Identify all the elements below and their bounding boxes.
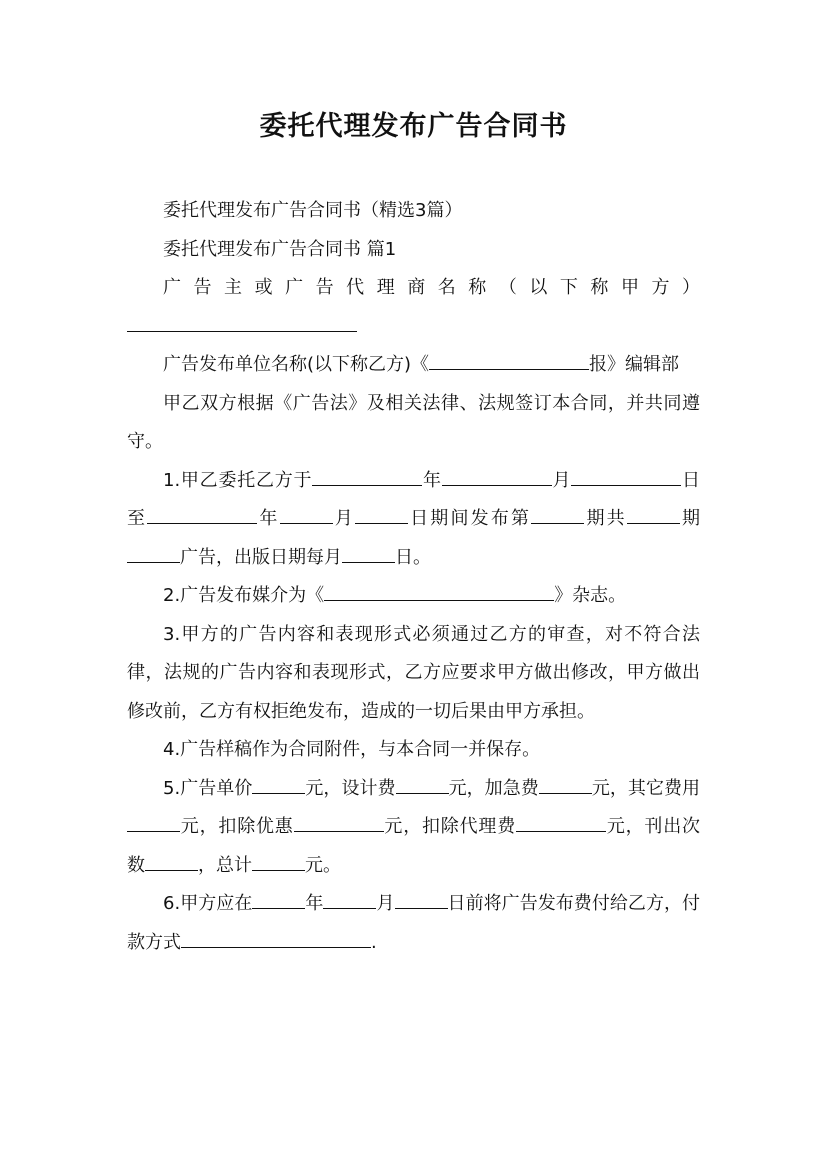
clause-5-text-h: ，总计 (198, 854, 252, 876)
clause-5-text-e: 元，扣除优惠 (180, 816, 294, 837)
clause-2-text-a: 2.广告发布媒介为《 (163, 585, 325, 606)
clause-6-text-a: 6.甲方应在 (163, 893, 253, 914)
clause-5-text-f: 元，扣除代理费 (383, 816, 517, 837)
party-b-suffix: 报》编辑部 (589, 354, 680, 375)
party-b-clause (127, 346, 700, 385)
party-a-label: 广告主或广告代理商名称（以下称甲方） (163, 277, 700, 298)
clause-4: 4.广告样稿作为合同附件，与本合同一并保存。 (163, 739, 541, 760)
agreement-paragraph: 甲乙双方根据《广告法》及相关法律、法规签订本合同，并共同遵守。 (127, 392, 700, 452)
blank-total (252, 851, 305, 871)
blank-issue-count (627, 504, 680, 524)
party-b-prefix: 广告发布单位名称(以下称乙方)《 (163, 354, 430, 375)
party-a-clause (127, 269, 700, 346)
clause-1-text-c: 月 (551, 469, 572, 491)
clause-3: 3.甲方的广告内容和表现形式必须通过乙方的审查，对不符合法律，法规的广告内容和表现形式，乙方应要求甲方做出修改，甲方做出修改前，乙方有权拒绝发布，造成的一切后果由甲方承担。 (127, 623, 700, 722)
clause-5-text-d: 元，其它费用 (591, 777, 701, 799)
blank-discount (294, 812, 384, 832)
party-b-paper-blank (429, 350, 589, 370)
blank-pay-month (323, 889, 376, 909)
blank-start-year (312, 466, 422, 486)
clause-1-text-a: 1.甲乙委托乙方于 (163, 469, 313, 491)
clause-1-text-g: 日期间发布第 (407, 508, 532, 529)
clause-1 (127, 462, 700, 578)
clause-1-text-k: 日。 (395, 546, 431, 568)
clause-1-text-f: 月 (332, 508, 355, 529)
blank-run-count (145, 851, 198, 871)
blank-ad-size (127, 543, 180, 563)
blank-agency-fee (516, 812, 606, 832)
blank-issue-no (531, 504, 584, 524)
blank-end-year (147, 504, 257, 524)
blank-other-fee (127, 812, 180, 832)
blank-design-fee (396, 774, 449, 794)
blank-start-month (442, 466, 552, 486)
blank-start-day (571, 466, 681, 486)
clause-5-text-b: 元，设计费 (305, 777, 396, 799)
clause-5-text-c: 元，加急费 (448, 777, 539, 799)
blank-pub-day (342, 543, 395, 563)
clause-6-text-b: 年 (305, 893, 324, 914)
clause-1-text-e: 年 (257, 508, 280, 529)
blank-pay-day (395, 889, 448, 909)
clause-2-text-b: 》杂志。 (554, 585, 627, 606)
clause-5-text-g: 元，刊出次数 (127, 816, 701, 876)
blank-end-day (355, 504, 408, 524)
part-heading: 委托代理发布广告合同书 篇1 (163, 238, 397, 260)
blank-media-name (324, 581, 554, 601)
blank-unit-price (252, 774, 305, 794)
clause-1-text-h: 期共 (584, 508, 627, 529)
clause-1-text-d: 日至 (127, 469, 701, 529)
clause-5-text-i: 元。 (305, 854, 341, 876)
clause-1-text-i: 期 (679, 508, 700, 529)
document-title: 委托代理发布广告合同书 (259, 111, 568, 142)
clause-5 (127, 770, 700, 886)
document-body (127, 192, 700, 962)
blank-end-month (280, 504, 333, 524)
blank-rush-fee (539, 774, 592, 794)
blank-pay-method (181, 928, 371, 948)
clause-1-text-j: 广告，出版日期每月 (180, 546, 342, 568)
clause-6-text-d: 日前将广告发布费付给乙方，付款方式 (127, 893, 701, 953)
clause-6 (127, 885, 700, 962)
clause-6-text-e: . (371, 931, 377, 953)
blank-pay-year (252, 889, 305, 909)
clause-2 (127, 577, 700, 616)
clause-6-text-c: 月 (376, 893, 395, 914)
party-a-blank (127, 312, 357, 332)
subtitle-line: 委托代理发布广告合同书（精选3篇） (163, 200, 463, 221)
clause-1-text-b: 年 (422, 469, 442, 491)
clause-5-text-a: 5.广告单价 (163, 777, 253, 799)
